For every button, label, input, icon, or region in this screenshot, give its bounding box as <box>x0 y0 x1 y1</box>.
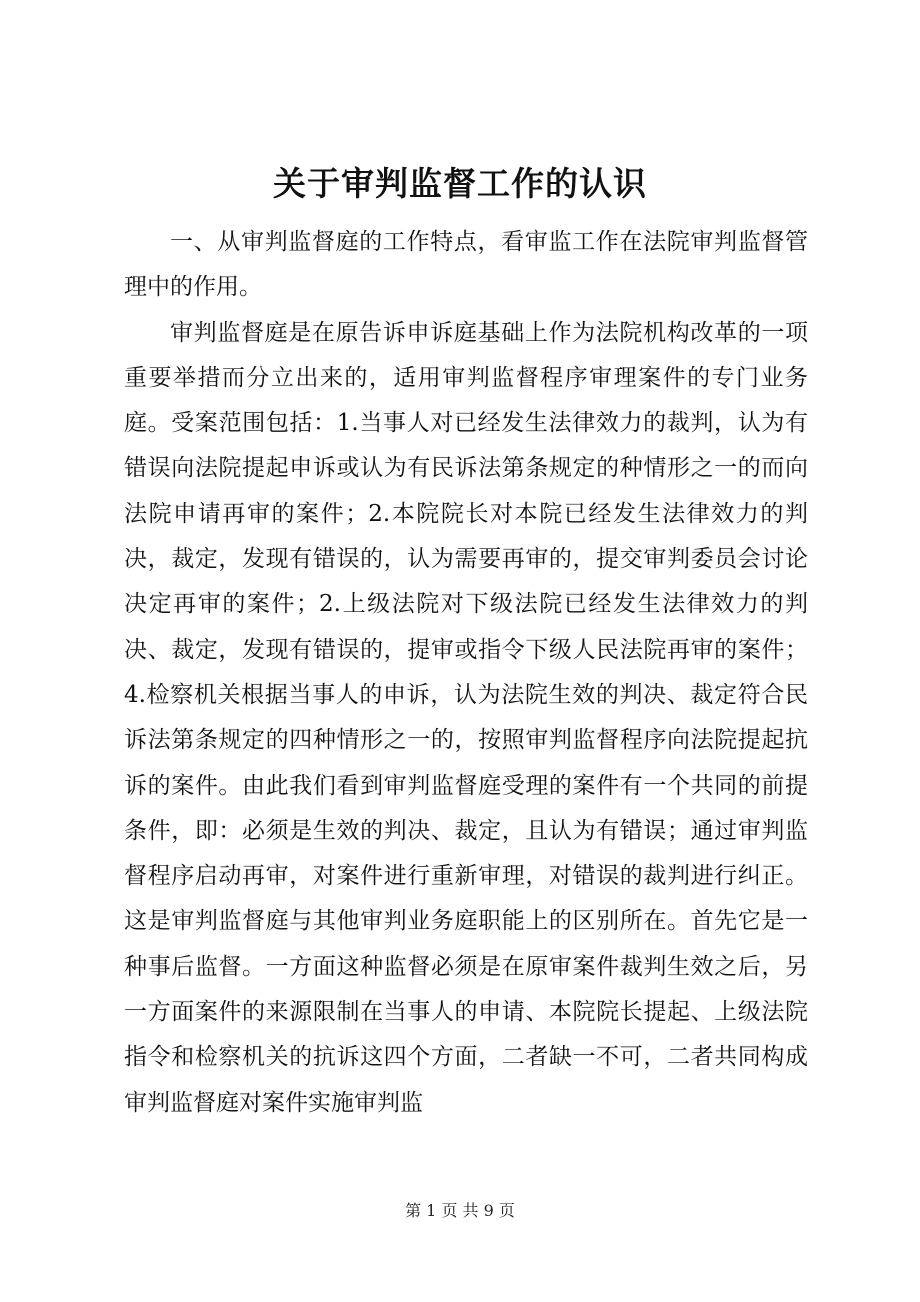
document-body <box>124 220 808 1126</box>
page-footer <box>0 1200 920 1222</box>
paragraph-body: 审判监督庭是在原告诉申诉庭基础上作为法院机构改革的一项重要举措而分立出来的，适用审判监督程序审理案件的专门业务庭。受案范围包括：1.当事人对已经发生法律效力的裁判，认为有错误向法院提起申诉或认为有民诉法第条规定的种情形之一的而向法院申请再审的案件；2.本院院长对本院已经发生法律效力的判决，裁定，发现有错误的，认为需要再审的，提交审判委员会讨论决定再审的案件；2.上级法院对下级法院已经发生法律效力的判决、裁定，发现有错误的，提审或指令下级人民法院再审的案件；4.检察机关根据当事人的申诉，认为法院生效的判决、裁定符合民诉法第条规定的四种情形之一的，按照审判监督程序向法院提起抗诉的案件。由此我们看到审判监督庭受理的案件有一个共同的前提条件，即：必须是生效的判决、裁定，且认为有错误；通过审判监督程序启动再审，对案件进行重新审理，对错误的裁判进行纠正。这是审判监督庭与其他审判业务庭职能上的区别所在。首先它是一种事后监督。一方面这种监督必须是在原审案件裁判生效之后，另一方面案件的来源限制在当事人的申请、本院院长提起、上级法院指令和检察机关的抗诉这四个方面，二者缺一不可，二者共同构成审判监督庭对案件实施审判监 <box>124 319 808 1116</box>
document-title: 关于审判监督工作的认识 <box>273 164 647 203</box>
page-indicator: 第 1 页 共 9 页 <box>405 1201 515 1220</box>
paragraph-section-heading: 一、从审判监督庭的工作特点，看审监工作在法院审判监督管理中的作用。 <box>124 229 808 301</box>
